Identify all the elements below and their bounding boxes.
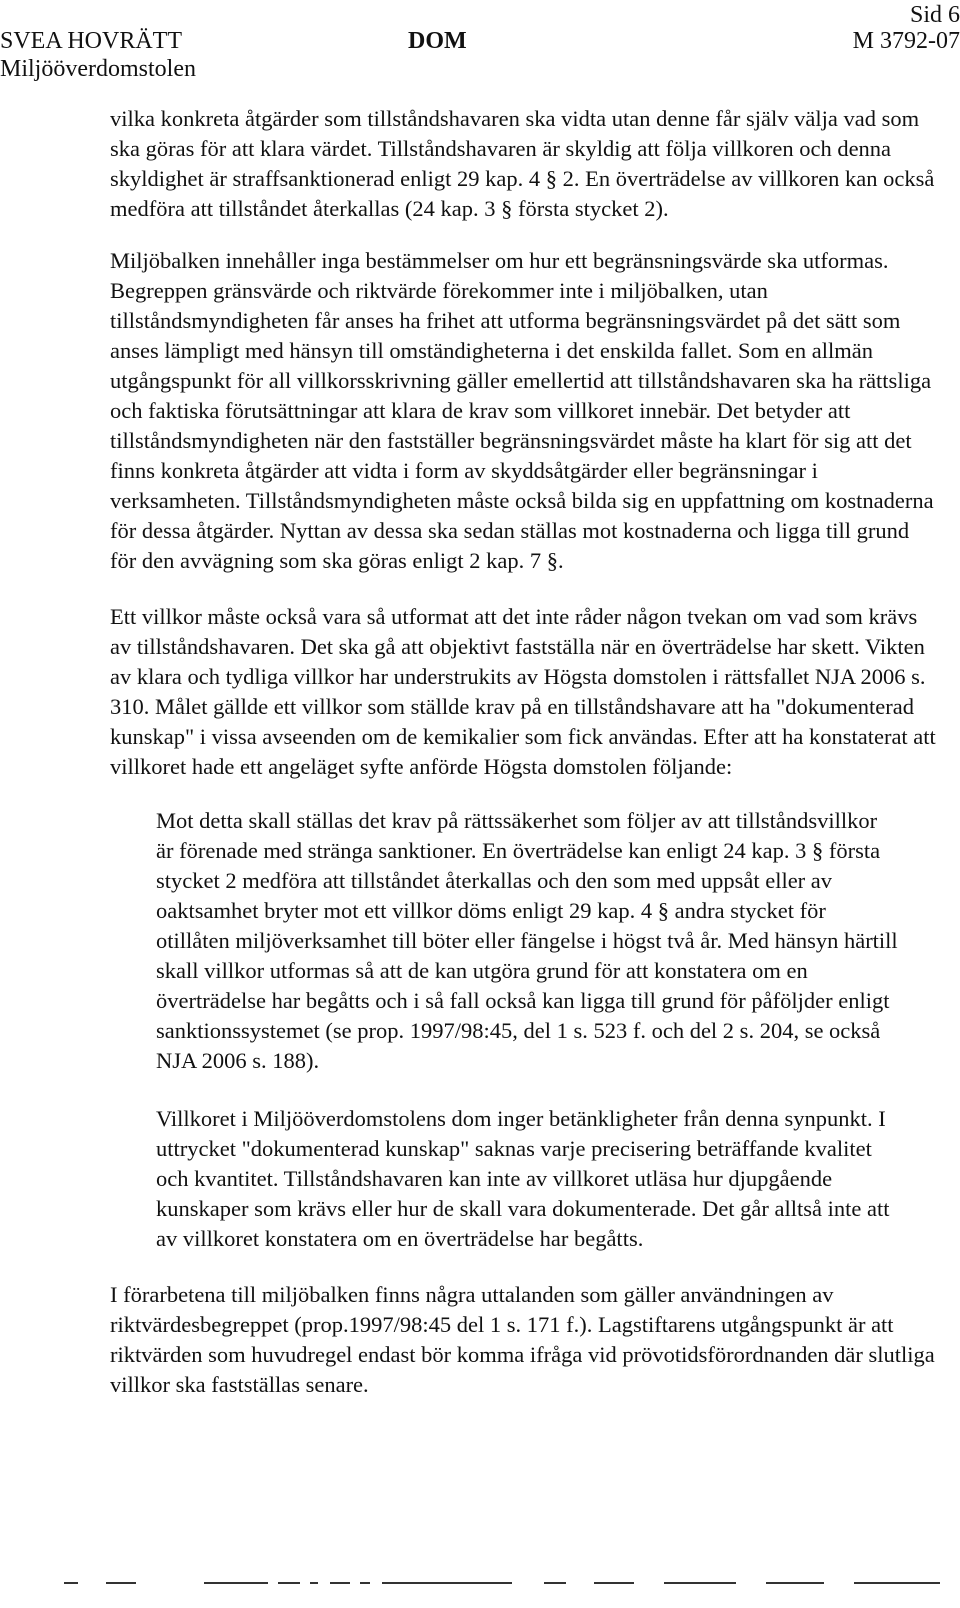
paragraph-4: I förarbetena till miljöbalken finns några uttalanden som gäller användningen av riktvärdesbegreppet (prop.1997/98:45 del 1 s. 171 f.). Lagstiftarens utgångspunkt är att riktvärden som huvudregel endast bör komma ifråga vid prövotidsförordnanden där slutliga villkor ska fastställas senare. [110, 1282, 935, 1397]
document-type: DOM [408, 28, 467, 54]
quotation-block [156, 806, 900, 1254]
paragraph-1: vilka konkreta åtgärder som tillståndshavaren ska vidta utan denne får själv välja vad som ska göras för att klara värdet. Tillståndshavaren är skyldig att följa villkoren och denna skyldighet är straffsanktionerad enligt 29 kap. 4 § 2. En överträdelse av villkoren kan också medföra att tillståndet återkallas (24 kap. 3 § första stycket 2). [110, 106, 935, 221]
case-number: M 3792-07 [852, 28, 960, 54]
page-number: Sid 6 [909, 2, 960, 28]
paragraph-2: Miljöbalken innehåller inga bestämmelser om hur ett begränsningsvärde ska utformas. Begreppen gränsvärde och riktvärde förekommer inte i miljöbalken, utan tillståndsmyndigheten får anses ha frihet att utforma begränsningsvärdet på det sätt som anses lämpligt med hänsyn till omständigheterna i det enskilda fallet. Som en allmän utgångspunkt för all villkorsskrivning gäller emellertid att tillståndshavaren ska ha rättsliga och faktiska förutsättningar att klara de krav som villkoret innebär. Det betyder att tillståndsmyndigheten när den fastställer begränsningsvärdet måste ha klart för sig att det finns konkreta åtgärder att vidta i form av skyddsåtgärder eller begränsningar i verksamheten. Tillståndsmyndigheten måste också bilda sig en uppfattning om kostnaderna för dessa åtgärder. Nyttan av dessa ska sedan ställas mot kostnaderna och ligga till grund för den avvägning som ska göras enligt 2 kap. 7 §. [110, 248, 934, 573]
court-division: Miljööverdomstolen [0, 56, 196, 82]
page-header [0, 0, 960, 82]
paragraph-3: Ett villkor måste också vara så utformat att det inte råder någon tvekan om vad som krävs av tillståndshavaren. Det ska gå att objektivt fastställa när en överträdelse har skett. Vikten av klara och tydliga villkor har understrukits av Högsta domstolen i rättsfallet NJA 2006 s. 310. Målet gällde ett villkor som ställde krav på en tillståndshavare att ha "dokumenterad kunskap" i vissa avseenden om de kemikalier som fick användas. Efter att ha konstaterat att villkoret hade ett angeläget syfte anförde Högsta domstolen följande: [110, 604, 936, 779]
court-name: SVEA HOVRÄTT [0, 28, 183, 54]
footer-rule [64, 1582, 944, 1584]
document-body [110, 104, 936, 1400]
quotation-paragraph-1: Mot detta skall ställas det krav på rättssäkerhet som följer av att tillståndsvillkor är förenade med stränga sanktioner. En överträdelse kan enligt 24 kap. 3 § första stycket 2 medföra att tillståndet återkallas och den som med uppsåt eller av oaktsamhet bryter mot ett villkor döms enligt 29 kap. 4 § andra stycket för otillåten miljöverksamhet till böter eller fängelse i högst två år. Med hänsyn härtill skall villkor utformas så att de kan utgöra grund för att konstatera om en överträdelse har begåtts och i så fall också kan ligga till grund för påföljder enligt sanktionssystemet (se prop. 1997/98:45, del 1 s. 523 f. och del 2 s. 204, se också NJA 2006 s. 188). [156, 808, 898, 1073]
quotation-paragraph-2: Villkoret i Miljööverdomstolens dom inger betänkligheter från denna synpunkt. I uttrycket "dokumenterad kunskap" saknas varje precisering beträffande kvalitet och kvantitet. Tillståndshavaren kan inte av villkoret utläsa hur djupgående kunskaper som krävs eller hur de skall vara dokumenterade. Det går alltså inte att av villkoret konstatera om en överträdelse har begåtts. [156, 1106, 890, 1251]
